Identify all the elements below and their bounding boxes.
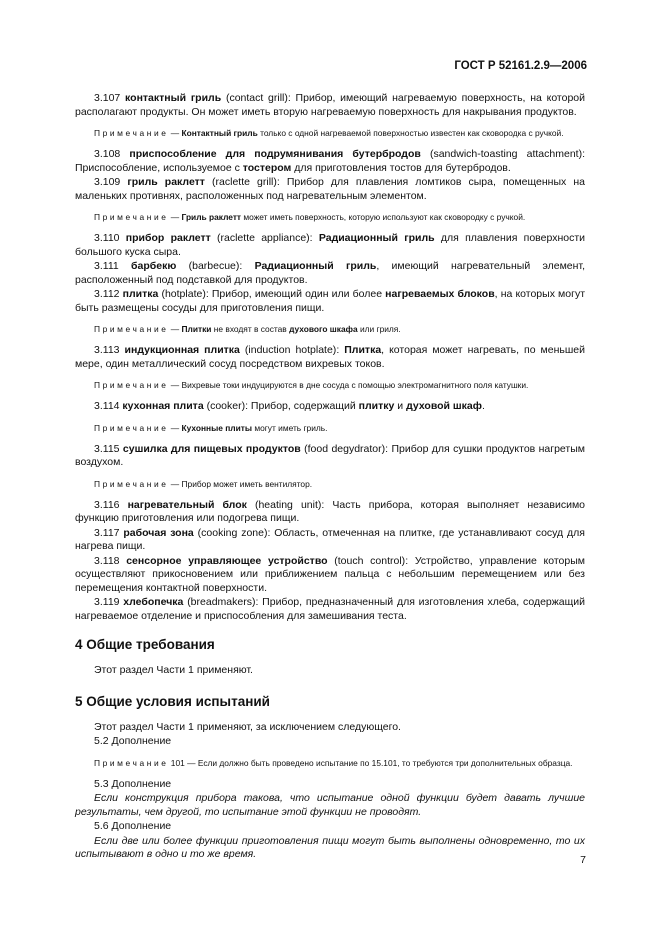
definition-3-108: 3.108 приспособление для подрумянивания бутербродов (sandwich-toasting attachment): Приспособление, используемое с тостером для приготовления тостов для бутербродов.: [75, 148, 585, 174]
section-5-3: 5.3 Дополнение: [94, 777, 172, 790]
note-3-112: Примечание — Плитки не входят в состав духового шкафа или гриля.: [94, 324, 401, 334]
definition-3-107: 3.107 контактный гриль (contact grill): Прибор, имеющий нагреваемую поверхность, на которой располагают продукты. Он может иметь вторую нагреваемую поверхность для накрывания продуктов.: [75, 92, 586, 118]
definition-3-116: 3.116 нагревательный блок (heating unit): Часть прибора, которая выполняет независимо функцию приготовления или подогрева пищи.: [75, 498, 586, 524]
section-5-heading: 5 Общие условия испытаний: [75, 693, 270, 709]
definition-3-117: 3.117 рабочая зона (cooking zone): Область, отмеченная на плитке, где устанавливают сосуд для нагрева пищи.: [75, 526, 585, 552]
note-3-114: Примечание — Кухонные плиты могут иметь гриль.: [94, 422, 328, 433]
definition-3-111: 3.111 барбекю (barbecue): Радиационный гриль, имеющий нагревательный элемент, расположенный под подставкой для продуктов.: [75, 260, 585, 286]
note-3-113: Примечание — Вихревые токи индуцируются в дне сосуда с помощью электромагнитного поля катушки.: [94, 380, 529, 390]
definition-3-115: 3.115 сушилка для пищевых продуктов (food degydrator): Прибор для сушки продуктов нагретым воздухом.: [75, 442, 585, 468]
section-5-intro: Этот раздел Части 1 применяют, за исключением следующего.: [94, 720, 401, 733]
section-4-heading: 4 Общие требования: [75, 637, 215, 652]
definition-3-114: 3.114 кухонная плита (cooker): Прибор, содержащий плитку и духовой шкаф.: [94, 400, 485, 412]
section-5-3-text: Если конструкция прибора такова, что испытание одной функции будет давать лучшие результаты, чем другой, то испытание этой функции не проводят.: [75, 792, 585, 818]
note-3-107: Примечание — Контактный гриль только с одной нагреваемой поверхностью известен как сковородка с ручкой.: [94, 128, 564, 138]
term: контактный гриль: [125, 92, 222, 104]
note-101: Примечание 101 — Если должно быть проведено испытание по 15.101, то требуются три дополнительных образца.: [94, 757, 573, 768]
note-3-109: Примечание — Гриль раклетт может иметь поверхность, которую используют как сковородку с ручкой.: [94, 212, 526, 222]
definition-3-119: 3.119 хлебопечка (breadmakers): Прибор, предназначенный для изготовления хлеба, содержащий нагреваемое отделение и приспособления для замешивания теста.: [75, 596, 585, 622]
document-header: ГОСТ Р 52161.2.9—2006: [454, 60, 587, 72]
definition-3-113: 3.113 индукционная плитка (induction hotplate): Плитка, которая может нагревать, по меньшей мере, один металлический сосуд посредством вихревых токов.: [75, 344, 586, 370]
page-body: [75, 92, 585, 862]
page-number: 7: [580, 854, 586, 866]
definition-3-109: 3.109 гриль раклетт (raclette grill): Прибор для плавления ломтиков сыра, помещенных на маленьких противнях, расположенных под нагревательным элементом.: [75, 176, 585, 202]
definition-3-112: 3.112 плитка (hotplate): Прибор, имеющий один или более нагреваемых блоков, на которых могут быть размещены сосуды для приготовления пищи.: [75, 288, 586, 314]
section-4-text: Этот раздел Части 1 применяют.: [94, 664, 253, 676]
definition-3-110: 3.110 прибор раклетт (raclette appliance): Радиационный гриль для плавления поверхности большого куска сыра.: [75, 232, 586, 258]
definition-3-118: 3.118 сенсорное управляющее устройство (touch control): Устройство, управление которым осуществляют прикосновением или приближением пальца с небольшим перемещением или без перемещения контактной поверхности.: [75, 554, 585, 594]
section-5-2: 5.2 Дополнение: [94, 735, 172, 747]
section-5-6: 5.6 Дополнение: [94, 820, 172, 832]
note-3-115: Примечание — Прибор может иметь вентилятор.: [94, 478, 313, 489]
section-5-6-text: Если две или более функции приготовления пищи могут быть выполнены одновременно, то их испытывают в одно и то же время.: [75, 834, 585, 860]
